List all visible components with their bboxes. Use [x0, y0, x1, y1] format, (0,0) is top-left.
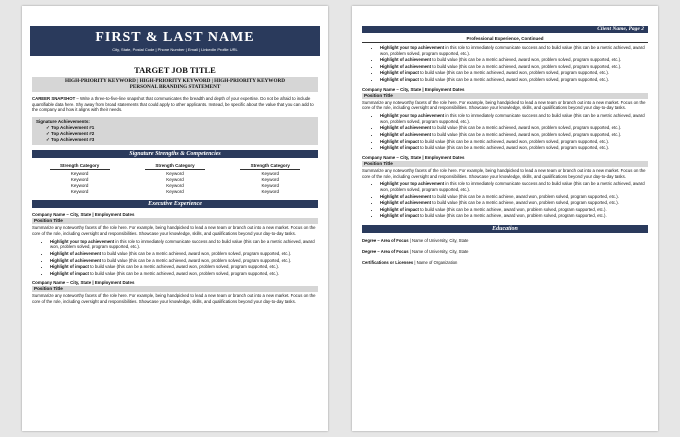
strength-column: [50, 163, 110, 195]
role-summary: Summarize any noteworthy facets of the role here. For example, being handpicked to lead a new team or branch out into a new market. Focus on the core of the role, including oversight and responsibilities. Showcase your knowledge, skills, and qualifications beyond your day-to-day tasks.: [362, 167, 646, 179]
position-title: Position Title: [362, 93, 648, 99]
resume-page-2: [352, 6, 658, 431]
signature-heading: Signature Achievements:: [36, 119, 90, 125]
company-line: Company Name – City, State | Employment Dates: [362, 86, 465, 92]
list-item: • Highlight of impact to build value (this can be a metric achieve, award won, problem solved, program supported, etc.).: [380, 213, 648, 219]
strength-column: [145, 163, 205, 195]
page2-header: Client Name, Page 2: [362, 26, 648, 33]
list-item: • Highlight of impact to build value (this can be a metric achieve, award won, problem solved, program supported, etc.).: [380, 207, 648, 213]
list-item: • Highlight of impact to build value (this can be a metric achieved, award won, problem solved, program supported, etc.).: [380, 77, 648, 83]
list-item: • Highlight of impact to build value (this can be a metric achieved, award won, problem solved, program supported, etc.).: [380, 70, 648, 76]
list-item: • Highlight your top achievement in this role to immediately communicate success and to build value (this can be a metric achieved, award won, problem solved, program supported, etc.).: [380, 113, 648, 124]
achievement-list: [50, 239, 318, 277]
achievement-list: [380, 181, 648, 219]
strength-keyword: Keyword: [261, 177, 280, 183]
strength-keyword: Keyword: [166, 177, 184, 183]
company-line: Company Name – City, State | Employment Dates: [32, 280, 135, 286]
snapshot-label: CAREER SNAPSHOT: [32, 95, 76, 101]
list-item: • Highlight your top achievement in this role to immediately communicate success and to build value (this can be a metric achieved, award won, problem solved, program supported, etc.).: [380, 45, 648, 56]
list-item: • Highlight of achievement to build value (this can be a metric achieved, award won, problem solved, program supported, etc.).: [380, 125, 648, 131]
position-title: Position Title: [362, 161, 648, 167]
position-title: Position Title: [32, 286, 318, 292]
list-item: • Highlight of achievement to build value (this can be a metric achieved, award won, problem solved, program supported, etc.).: [50, 258, 318, 264]
strength-keyword: Keyword: [70, 183, 89, 189]
list-item: • Highlight your top achievement in this role to immediately communicate success and to build value (this can be a metric achieved, award won, problem solved, program supported, etc.).: [50, 239, 318, 250]
list-item: • Highlight of achievement to build value (this can be a metric achieved, award won, problem solved, program supported, etc.).: [380, 132, 648, 138]
strength-keyword: Keyword: [70, 177, 89, 183]
strength-category: Strength Category: [50, 163, 110, 170]
strength-category: Strength Category: [145, 163, 205, 170]
strength-category: Strength Category: [240, 163, 300, 170]
list-item: • Highlight of achievement to build value (this can be a metric achieve, award won, problem solved, program supported, etc.).: [380, 194, 648, 200]
resume-page-1: [22, 6, 328, 431]
strength-keyword: Keyword: [166, 183, 184, 189]
strengths-heading: Signature Strengths & Competencies: [32, 150, 318, 158]
strength-keyword: Keyword: [70, 171, 89, 177]
strength-keyword: Keyword: [166, 189, 184, 195]
achievement-list: [380, 113, 648, 151]
career-snapshot: [32, 96, 318, 113]
education-entry: Degree – Area of Focus | Name of University, City, State: [362, 248, 469, 254]
role-summary: Summarize any noteworthy facets of the role here. For example, being handpicked to lead a new team or branch out into a new market. Focus on the core of the role, including oversight and responsibilities. Showcase your knowledge, skills, and qualifications beyond your day-to-day tasks.: [362, 99, 646, 111]
role-summary: Summarize any noteworthy facets of the role here. For example, being handpicked to lead a new team or branch out into a new market. Focus on the core of the role, including oversight and responsibilities. Showcase your knowledge, skills, and qualifications beyond your day-to-day tasks.: [32, 293, 316, 305]
strength-keyword: Keyword: [261, 189, 280, 195]
role-summary: Summarize any noteworthy facets of the role here. For example, being handpicked to lead a new team or branch out into a new market. Focus on the core of the role, including oversight and responsibilities. Showcase your knowledge, skills, and qualifications beyond your day-to-day tasks.: [32, 225, 316, 236]
experience-continued-heading: Professional Experience, Continued: [362, 36, 648, 43]
keywords-line: HIGH-PRIORITY KEYWORD | HIGH-PRIORITY KEYWORD | HIGH-PRIORITY KEYWORD: [64, 78, 286, 84]
strength-keyword: Keyword: [261, 171, 280, 177]
snapshot-text: – Write a three-to-five-line snapshot that communicates the breadth and depth of your expertise. Do not be afraid to include quantifiable data here. Shy away from broad statements that could apply to other applicants. Instead, be specific about the value that you can add to the company and how it aligns with their needs.: [32, 95, 314, 113]
strength-keyword: Keyword: [166, 171, 184, 177]
list-item: • Highlight of impact to build value (this can be a metric achieved, award won, problem solved, program supported, etc.).: [380, 139, 648, 145]
list-item: • Highlight of achievement to build value (this can be a metric achieved, award won, problem solved, program supported, etc.).: [50, 251, 318, 257]
strength-column: [240, 163, 300, 195]
strength-keyword: Keyword: [261, 183, 280, 189]
branding-statement: PERSONAL BRANDING STATEMENT: [129, 84, 221, 91]
list-item: • Highlight of achievement to build value (this can be a metric achieved, award won, problem solved, program supported, etc.).: [380, 64, 648, 70]
keyword-band: [32, 77, 318, 92]
company-line: Company Name – City, State | Employment Dates: [32, 212, 135, 218]
list-item: • Highlight of achievement to build value (this can be a metric achieved, award won, problem solved, program supported, etc.).: [380, 57, 648, 63]
contact-line: City, State, Postal Code | Phone Number | Email | LinkedIn Profile URL: [112, 47, 238, 52]
list-item: • Highlight of achievement to build value (this can be a metric achieve, award won, problem solved, program supported, etc.).: [380, 200, 648, 206]
list-item: • Highlight of impact to build value (this can be a metric achieved, award won, problem solved, program supported, etc.).: [380, 145, 648, 151]
target-job-title: TARGET JOB TITLE: [134, 65, 216, 75]
achievement-item: ✓ Top Achievement #2: [46, 131, 95, 137]
achievement-list: [380, 45, 648, 83]
position-title: Position Title: [32, 218, 318, 224]
list-item: • Highlight of impact to build value (this can be a metric achieved, award won, problem solved, program supported, etc.).: [50, 271, 318, 277]
achievement-item: ✓ Top Achievement #3: [46, 137, 95, 143]
list-item: • Highlight of impact to build value (this can be a metric achieved, award won, problem solved, program supported, etc.).: [50, 264, 318, 270]
achievement-item: ✓ Top Achievement #1: [46, 125, 95, 131]
education-heading: Education: [362, 225, 648, 233]
company-line: Company Name – City, State | Employment Dates: [362, 154, 465, 160]
signature-achievements: [32, 117, 318, 145]
education-entry: Degree – Area of Focus | Name of University, City, State: [362, 237, 469, 243]
certification-entry: Certifications or Licenses | Name of Organization: [362, 259, 458, 265]
candidate-name: FIRST & LAST NAME: [95, 30, 255, 45]
strength-keyword: Keyword: [70, 189, 89, 195]
strengths-grid: [32, 163, 318, 195]
experience-heading: Executive Experience: [32, 200, 318, 208]
list-item: • Highlight your top achievement in this role to immediately communicate success and to build value (this can be a metric achieved, award won, problem solved, program supported, etc.).: [380, 181, 648, 192]
name-header: [30, 26, 320, 56]
